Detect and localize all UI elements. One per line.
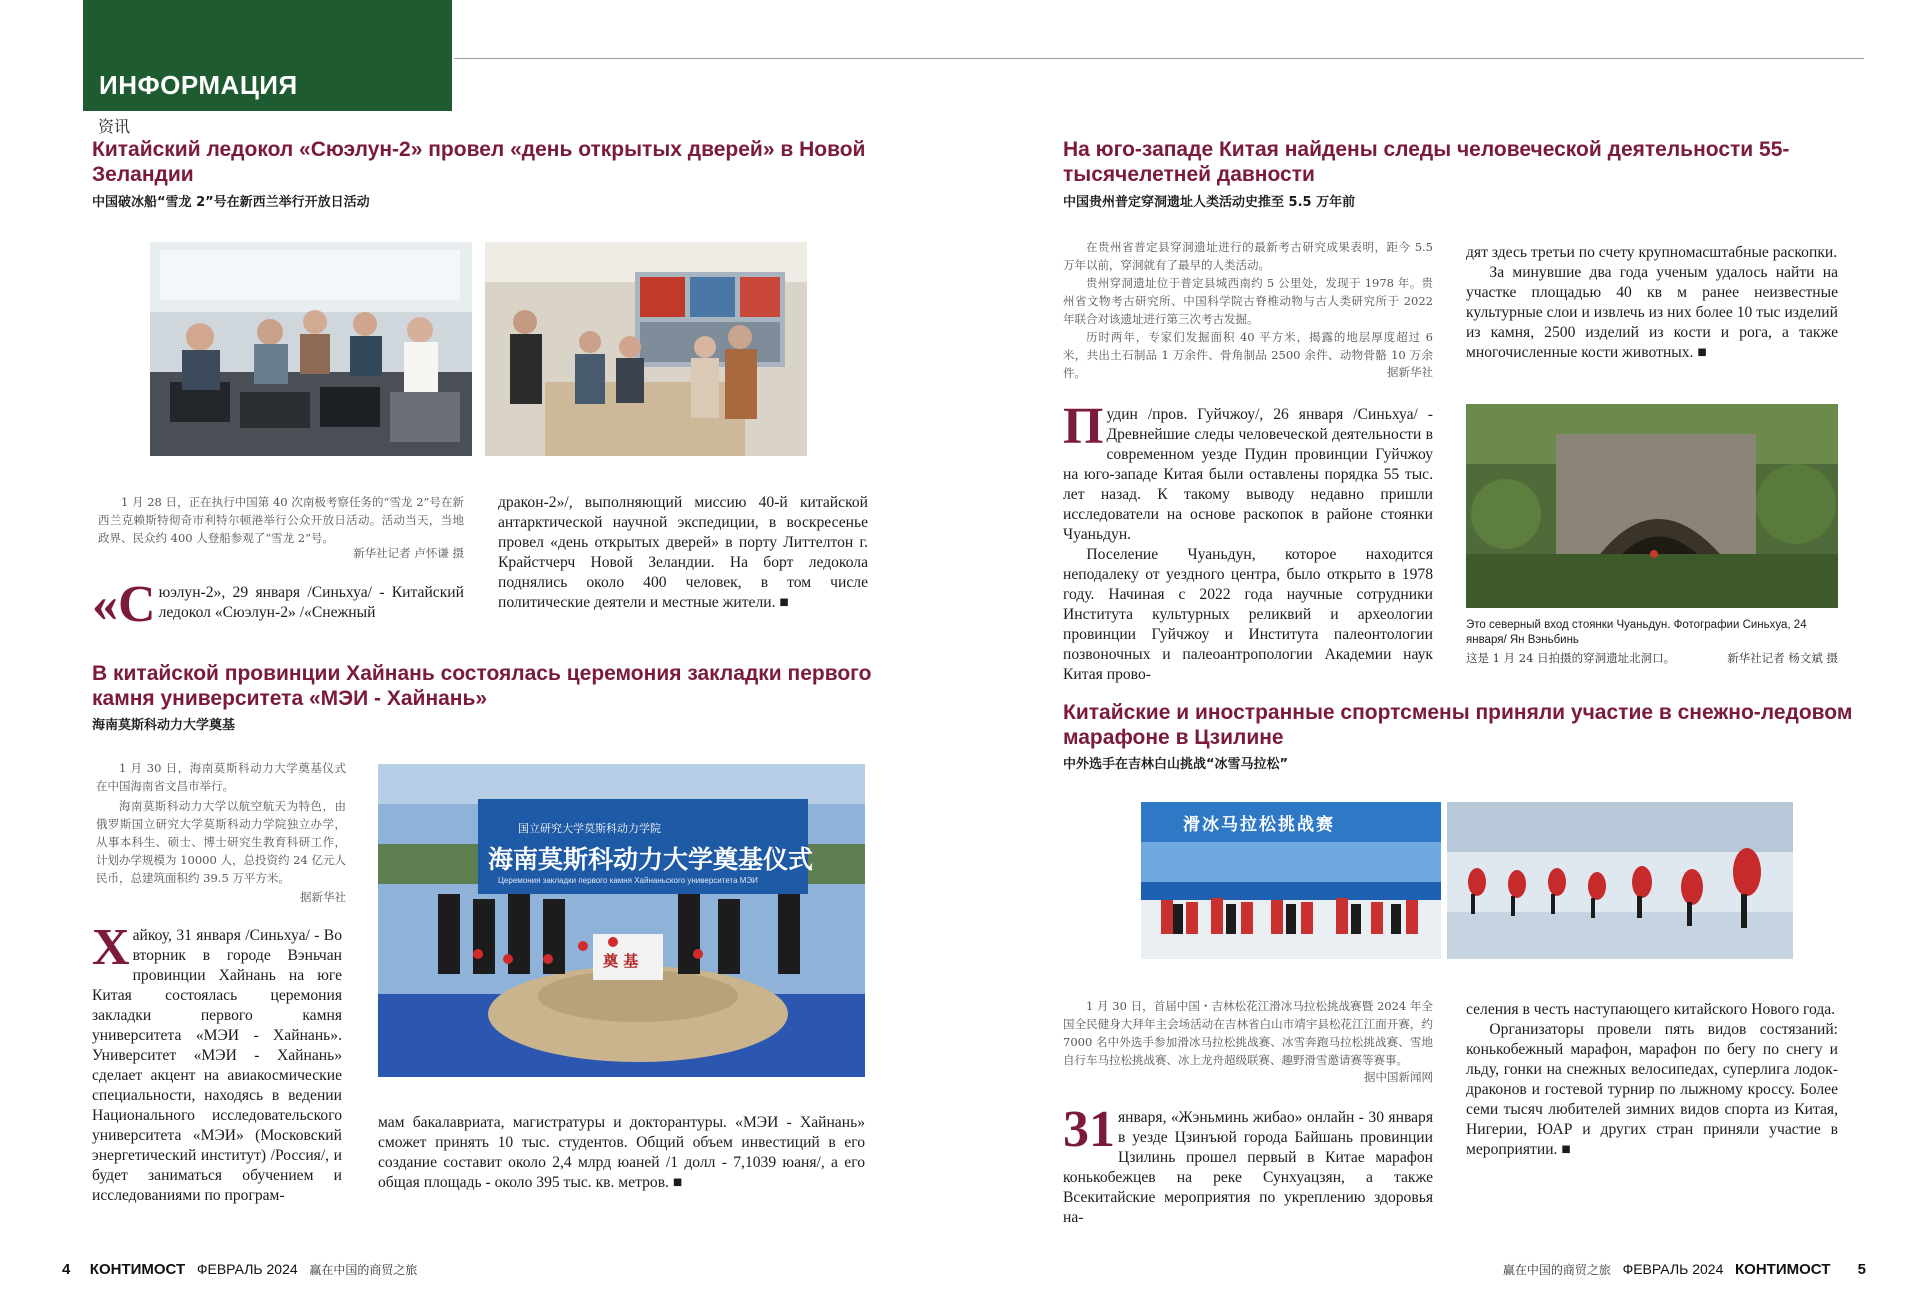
article-marathon-text-b2: Организаторы провели пять видов состязаний: конькобежный марафон, марафон по бегу по снегу и льду, гонки на снежных велосипедах, суперлига лодок-драконов и гостевой турнир по лыжному кроссу. Более семи тысяч любителей зимних видов спорта из Китая, Нигерии, ЮАР и других стран приняли участие в мероприятии. ■ — [1466, 1021, 1838, 1158]
dropcap: «С — [92, 576, 156, 633]
guizhou-caption-credit: 新华社记者 杨文斌 摄 — [1727, 651, 1838, 665]
hainan-stone-label: 奠 基 — [603, 952, 639, 970]
article-guizhou-text-b1: дят здесь третьи по счету крупномасштабные раскопки. — [1466, 244, 1838, 261]
article-guizhou-text-col1 — [1063, 398, 1433, 685]
article-hainan-text-col2 — [378, 1113, 865, 1193]
article-guizhou-cn-text-1: 在贵州省普定县穿洞遗址进行的最新考古研究成果表明，距今 5.5 万年以前，穿洞就有了最早的人类活动。 — [1063, 240, 1433, 272]
article-guizhou-title: На юго-западе Китая найдены следы человеческой деятельности 55-тысячелетней давности — [1063, 138, 1790, 186]
icebreaker-meeting-room-photo — [485, 242, 807, 456]
section-tab — [83, 0, 452, 111]
article-hainan-cn-title: 海南莫斯科动力大学奠基 — [92, 718, 236, 733]
section-subtitle-cn: 资讯 — [98, 117, 131, 136]
article-guizhou-cn-text-3: 历时两年，专家们发掘面积 40 平方米，揭露的地层厚度超过 6 米，共出土石制品 1 万余件、骨角制品 2500 余件、动物骨骼 10 万余件。 — [1063, 330, 1433, 380]
article-marathon-cn-text: 1 月 30 日，首届中国・吉林松花江滑冰马拉松挑战赛暨 2024 年全国全民健身大拜年主会场活动在吉林省白山市靖宇县松花江江面开赛，约 7000 名中外选手参加滑冰马拉松挑战赛、冰雪奔跑马拉松挑战赛、雪地自行车马拉松挑战赛、冰上龙舟超级联赛、趣野滑雪邀请赛等赛事。 — [1063, 999, 1433, 1067]
article-hainan-text-a: айкоу, 31 января /Синьхуа/ - Во вторник в городе Вэньчан провинции Хайнань на юге Китая состоялась церемония закладки первого камня университета «МЭИ - Хайнань». Университет «МЭИ - Хайнань» сделает акцент на авиакосмические специальности, находясь в ведении Национального исследовательского университета «МЭИ» (Московский энергетический институт) /Россия/, и будет заниматься обучением и исследованиями по програм- — [92, 927, 342, 1204]
article-hainan-cn-credit: 据新华社 — [300, 890, 346, 904]
article-icebreaker-cn-text: 1 月 28 日，正在执行中国第 40 次南极考察任务的“雪龙 2”号在新西兰克赖斯特彻奇市利特尔顿港举行公众开放日活动。活动当天，当地政界、民众约 400 人登船参观了“雪龙 2”号。 — [98, 495, 464, 545]
article-guizhou-text-a2: Поселение Чуаньдун, которое находится неподалеку от уездного центра, было открыто в 1978 году. Начиная с 2022 года научные сотрудники Института культурных реликвий и археологии провинции Гуйчжоу и Института палеонтологии позвоночных и палеоантропологии Академии наук Китая прово- — [1063, 546, 1433, 683]
article-hainan-title: В китайской провинции Хайнань состоялась церемония закладки первого камня университета «МЭИ - Хайнань» — [92, 662, 872, 710]
article-marathon-cn-credit: 据中国新闻网 — [1364, 1070, 1433, 1084]
article-marathon-title: Китайские и иностранные спортсмены приняли участие в снежно-ледовом марафоне в Цзилине — [1063, 701, 1853, 749]
article-marathon-text-a: января, «Жэньминь жибао» онлайн - 30 января в уезде Цзинъюй города Байшань провинции Цзилинь прошел первый в Китае марафон конькобежцев на реке Сунхуацзян, а также Всекитайские мероприятия по укреплению здоровья на- — [1063, 1109, 1433, 1226]
footer-left — [62, 1261, 417, 1278]
article-marathon-cn-title: 中外选手在吉林白山挑战“冰雪马拉松” — [1063, 757, 1289, 772]
page-number-left: 4 — [62, 1261, 71, 1278]
article-icebreaker-text-b: дракон-2»/, выполняющий миссию 40-й китайской антарктической научной экспедиции, в воскресенье провел «день открытых дверей» в порту Литтелтон г. Крайстчерч Новой Зеландии. На борт ледокола поднялись около 400 человек, в том числе политические деятели и местные жители. ■ — [498, 494, 868, 611]
article-icebreaker-text-col1 — [92, 576, 464, 633]
guizhou-photo-caption: Это северный вход стоянки Чуаньдун. Фотографии Синьхуа, 24 января/ Ян Вэньбинь — [1466, 619, 1807, 646]
article-icebreaker-cn-title: 中国破冰船“雪龙 2”号在新西兰举行开放日活动 — [92, 195, 370, 210]
dropcap: 31 — [1063, 1101, 1115, 1158]
footer-right — [1503, 1261, 1866, 1278]
hainan-banner-cn: 海南莫斯科动力大学奠基仪式 — [488, 845, 814, 874]
article-guizhou-cn-text-2: 贵州穿洞遗址位于普定县城西南约 5 公里处，发现于 1978 年。贵州省文物考古研究所、中国科学院古脊椎动物与古人类研究所于 2022 年联合对该遗址进行第三次考古发掘。 — [1063, 276, 1433, 326]
article-guizhou-cn-title: 中国贵州普定穿洞遗址人类活动史推至 5.5 万年前 — [1063, 195, 1356, 210]
hainan-banner-ru: Церемония закладки первого камня Хайнаньского университета МЭИ — [498, 876, 758, 885]
dropcap: Х — [92, 919, 130, 976]
icebreaker-bridge-photo — [150, 242, 472, 456]
article-icebreaker-cn-credit: 新华社记者 卢怀谦 摄 — [353, 546, 464, 560]
dropcap: П — [1063, 398, 1104, 455]
footer-cn-right: 赢在中国的商贸之旅 — [1502, 1263, 1611, 1277]
guizhou-caption-cn: 这是 1 月 24 日拍摄的穿洞遗址北洞口。 — [1466, 651, 1676, 665]
page-number-right: 5 — [1857, 1261, 1866, 1278]
guizhou-cave-photo — [1466, 404, 1838, 608]
section-title: ИНФОРМАЦИЯ — [99, 70, 298, 100]
article-hainan-text-b: мам бакалавриата, магистратуры и докторантуры. «МЭИ - Хайнань» сможет принять 10 тыс. студентов. Общий объем инвестиций в его создание составит около 2,4 млрд юаней /1 долл - 7,1039 юаня/, а его общая площадь - около 395 тыс. кв. метров. ■ — [378, 1114, 865, 1191]
marathon-finish-photo — [1141, 802, 1441, 959]
article-icebreaker-title: Китайский ледокол «Сюэлун-2» провел «день открытых дверей» в Новой Зеландии — [92, 138, 866, 186]
article-icebreaker-text-a: юэлун-2», 29 января /Синьхуа/ - Китайский ледокол «Сюэлун-2» /«Снежный — [158, 584, 464, 621]
article-guizhou-text-col2 — [1466, 243, 1838, 363]
article-marathon-text-col1 — [1063, 1101, 1433, 1228]
article-guizhou-cn-credit: 据新华社 — [1387, 365, 1433, 379]
hainan-ceremony-photo — [378, 764, 865, 1077]
article-hainan-cn-text-1: 1 月 30 日，海南莫斯科动力大学奠基仪式在中国海南省文昌市举行。 — [96, 761, 346, 793]
top-rule — [454, 58, 1864, 59]
hainan-banner-top: 国立研究大学莫斯科动力学院 — [518, 823, 661, 835]
footer-cn-left: 赢在中国的商贸之旅 — [309, 1263, 418, 1277]
article-hainan-text-col1 — [92, 919, 342, 1206]
guizhou-caption-cn-row — [1466, 650, 1838, 666]
article-marathon-text-col2 — [1466, 1000, 1838, 1160]
article-marathon-text-b1: селения в честь наступающего китайского Нового года. — [1466, 1001, 1836, 1018]
footer-date-right: ФЕВРАЛЬ 2024 — [1622, 1261, 1724, 1277]
article-guizhou-text-b2: За минувшие два года ученым удалось найти на участке площадью 40 кв м ранее неизвестные культурные слои и извлечь из них более 10 тыс изделий из камня, 2500 изделий из кости и рога, а также многочисленные кости животных. ■ — [1466, 264, 1838, 361]
footer-date-left: ФЕВРАЛЬ 2024 — [196, 1261, 298, 1277]
article-guizhou-text-a1: удин /пров. Гуйчжоу/, 26 января /Синьхуа/ - Древнейшие следы человеческой деятельности в современном уезде Пудин провинции Гуйчжоу на юго-западе Китая были оставлены порядка 55 тыс. лет назад. К такому выводу недавно пришли исследователи на основе раскопок в районе стоянки Чуаньдун. — [1063, 406, 1433, 543]
marathon-skaters-photo — [1447, 802, 1793, 959]
footer-brand-left: КОНТИМОСТ — [89, 1261, 186, 1278]
marathon-banner: 滑冰马拉松挑战赛 — [1183, 815, 1335, 835]
footer-brand-right: КОНТИМОСТ — [1735, 1261, 1831, 1278]
article-hainan-cn-text-2: 海南莫斯科动力大学以航空航天为特色，由俄罗斯国立研究大学莫斯科动力学院独立办学，从事本科生、硕士、博士研究生教育科研工作，计划办学规模为 10000 人，总投资约 24 亿元人民币，总建筑面积约 39.5 万平方米。 — [96, 799, 346, 885]
article-icebreaker-text-col2 — [498, 493, 868, 613]
